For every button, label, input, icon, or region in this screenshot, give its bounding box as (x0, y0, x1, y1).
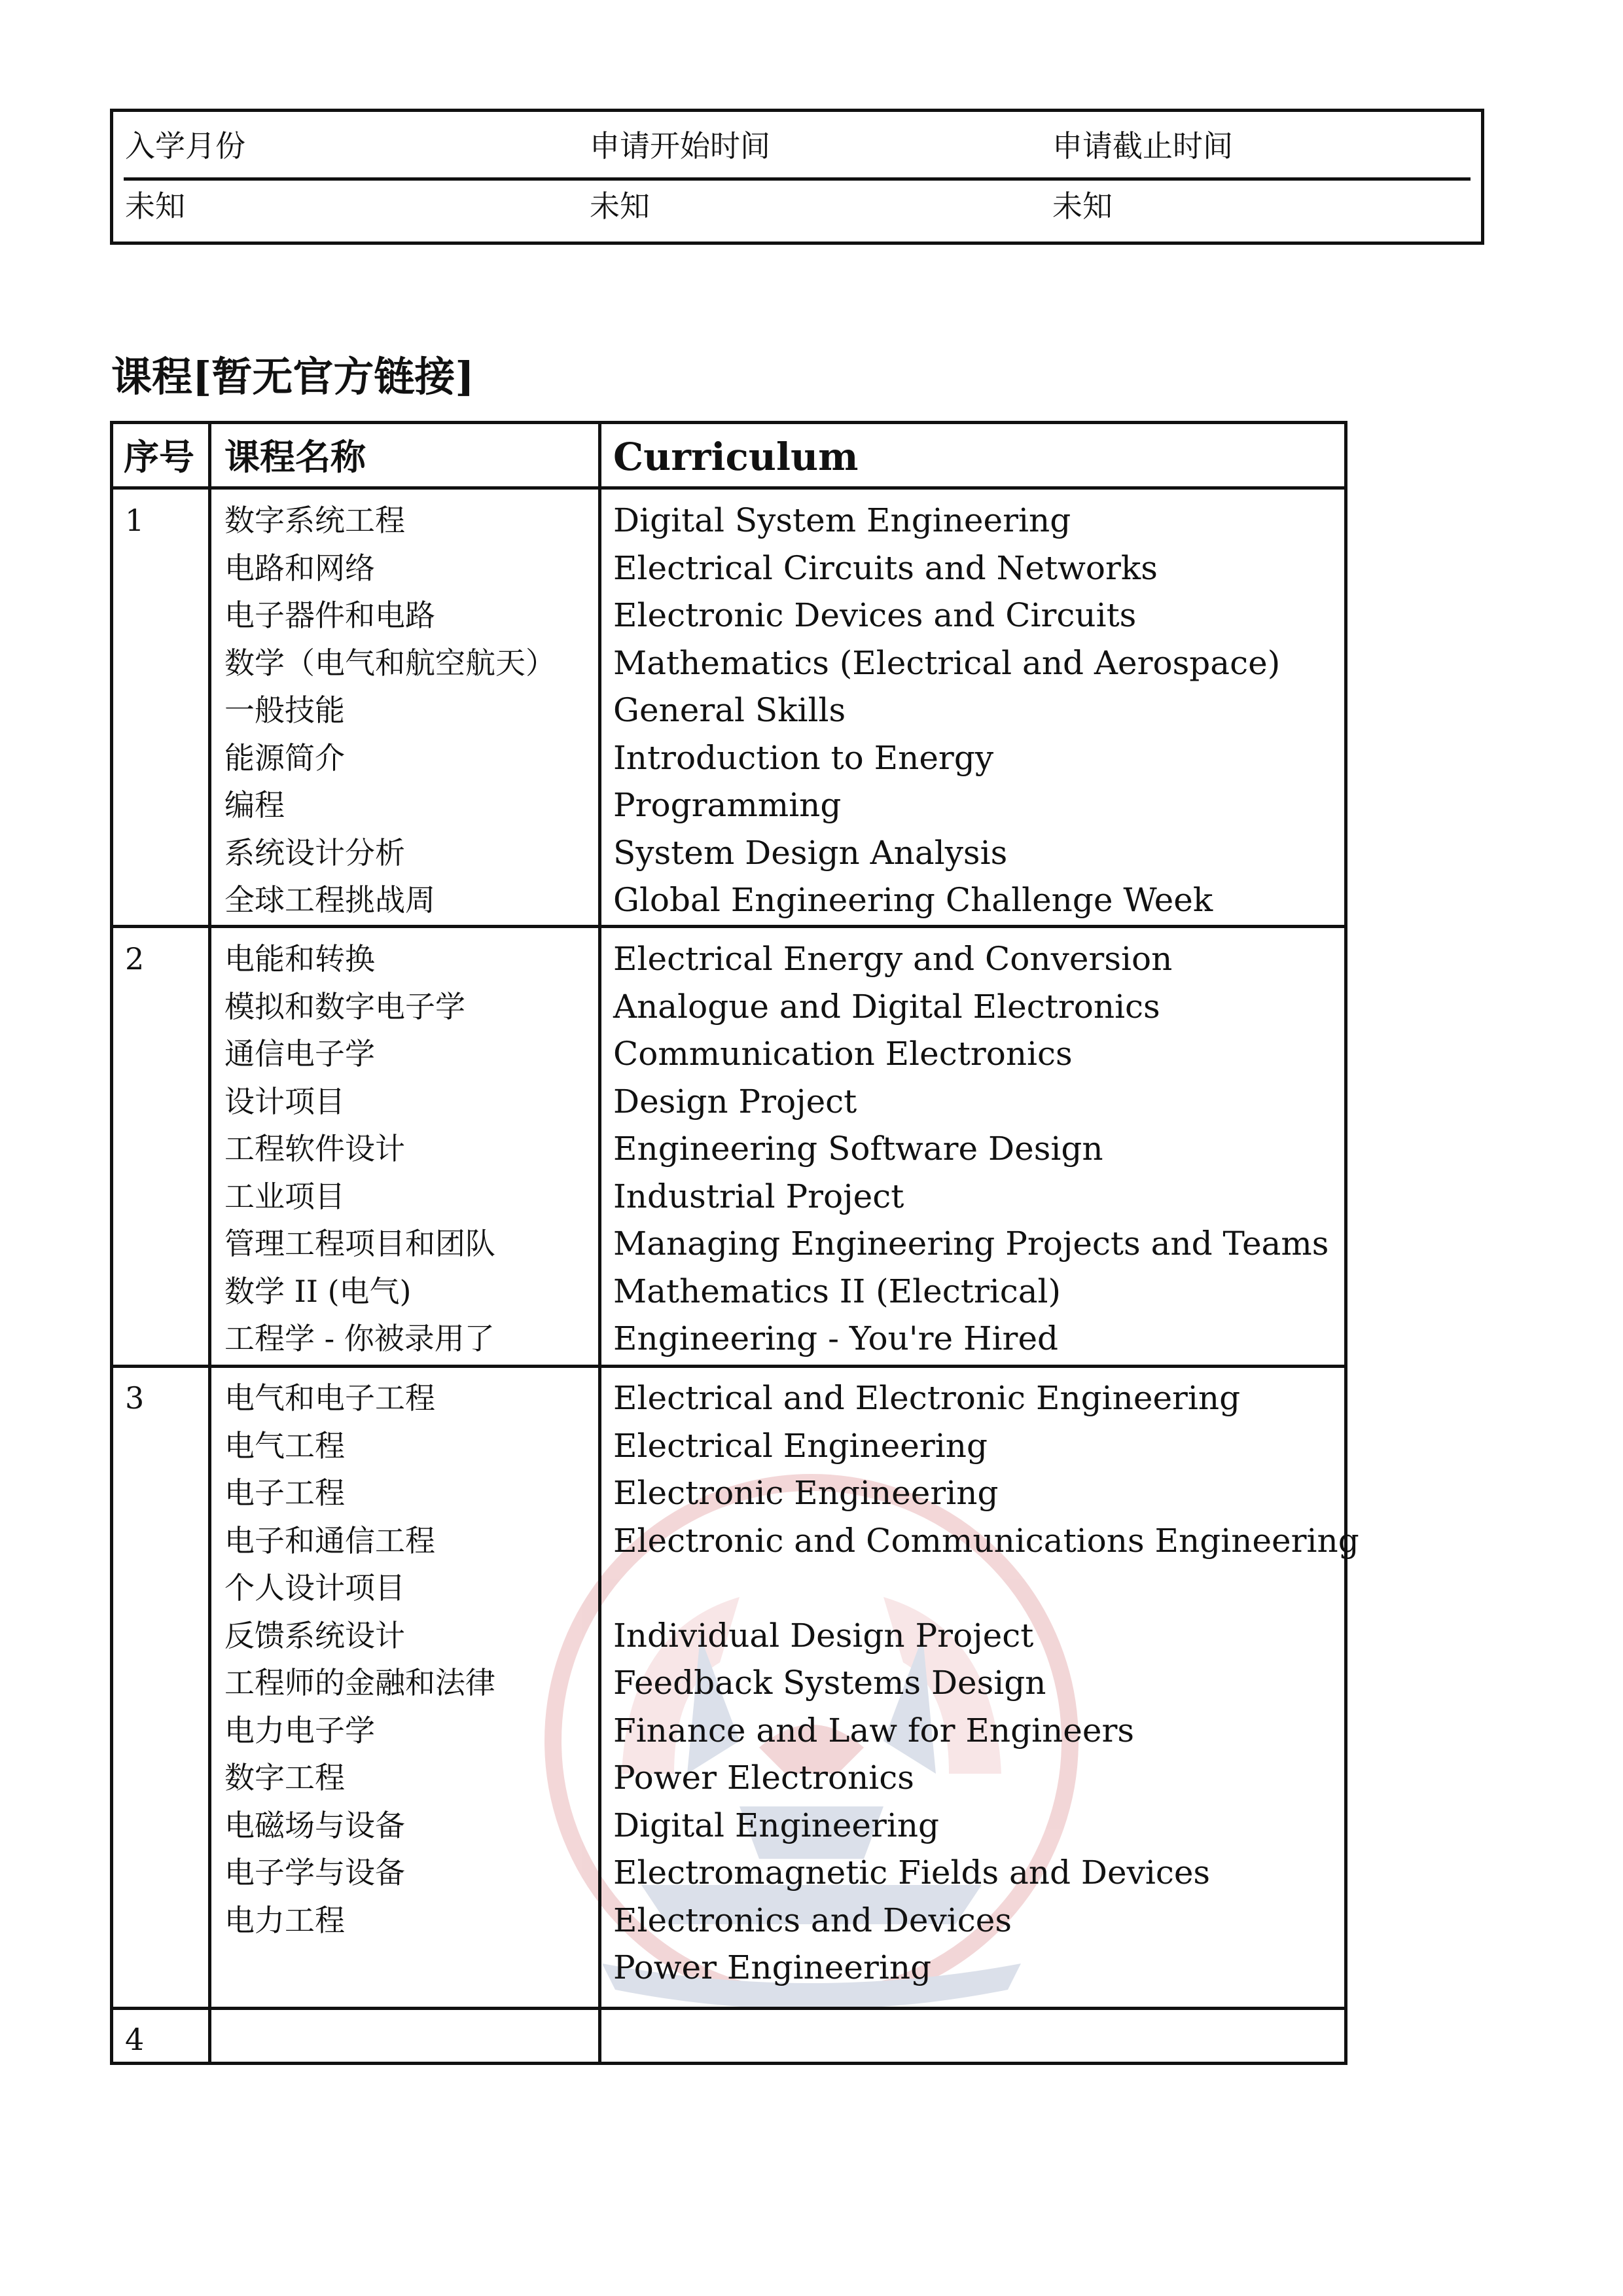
course-name-cn: 数学 II (电气) (224, 1273, 412, 1309)
course-name-cn: 工业项目 (224, 1178, 345, 1214)
course-name-cn: 电子工程 (224, 1475, 345, 1511)
intake-header-month: 入学月份 (125, 128, 245, 164)
header-course-name: 课程名称 (224, 436, 366, 478)
course-name-cn: 一般技能 (224, 692, 345, 728)
course-list-cn (224, 497, 556, 924)
intake-value-deadline: 未知 (1052, 188, 1113, 224)
course-name-en: Electrical Engineering (613, 1426, 988, 1465)
course-name-cn: 电子学与设备 (224, 1855, 405, 1890)
course-name-en: Feedback Systems Design (613, 1664, 1046, 1702)
course-list-cn (224, 935, 495, 1363)
course-name-en: Design Project (613, 1082, 857, 1121)
course-name-en: Electrical Circuits and Networks (613, 548, 1158, 587)
header-curriculum: Curriculum (613, 435, 859, 479)
course-list-en (613, 497, 1280, 924)
course-name-cn: 电路和网络 (224, 550, 375, 586)
course-name-cn: 数字工程 (224, 1760, 345, 1795)
course-name-cn: 反馈系统设计 (224, 1617, 405, 1653)
course-list-cn (224, 1374, 495, 1944)
course-name-en: Global Engineering Challenge Week (613, 881, 1213, 919)
column-divider (598, 424, 601, 2062)
intake-header-start: 申请开始时间 (590, 128, 770, 164)
row-divider (113, 486, 1344, 490)
course-name-en: Digital System Engineering (613, 501, 1071, 539)
course-name-en: Electromagnetic Fields and Devices (613, 1854, 1211, 1892)
course-name-en: Electronics and Devices (613, 1901, 1012, 1939)
courses-section-title: 课程[暂无官方链接] (111, 353, 474, 401)
intake-value-start: 未知 (590, 188, 650, 224)
course-name-cn: 电子和通信工程 (224, 1522, 435, 1558)
course-list-en (613, 935, 1329, 1363)
course-name-cn: 个人设计项目 (224, 1570, 405, 1605)
course-name-cn: 电能和转换 (224, 941, 375, 977)
column-divider (208, 424, 211, 2062)
course-name-en: Power Electronics (613, 1759, 914, 1797)
intake-header-deadline: 申请截止时间 (1052, 128, 1233, 164)
course-name-en: Power Engineering (613, 1948, 932, 1986)
course-name-en: Engineering Software Design (613, 1130, 1103, 1168)
course-name-en: Individual Design Project (613, 1616, 1034, 1655)
course-name-en: Managing Engineering Projects and Teams (613, 1225, 1329, 1263)
course-name-cn: 工程师的金融和法律 (224, 1665, 495, 1700)
course-name-en: Industrial Project (613, 1177, 904, 1215)
course-name-en: Mathematics (Electrical and Aerospace) (613, 643, 1281, 682)
course-name-en: Electronic Engineering (613, 1474, 999, 1512)
course-name-en: Electrical Energy and Conversion (613, 940, 1173, 978)
course-name-cn: 工程学 - 你被录用了 (224, 1321, 495, 1356)
course-name-en: Engineering - You're Hired (613, 1319, 1059, 1357)
course-name-en-blank (613, 1564, 1359, 1612)
row-number: 1 (125, 503, 145, 538)
course-name-en: Introduction to Energy (613, 738, 994, 777)
course-name-en: Electronic and Communications Engineering (613, 1521, 1359, 1560)
course-name-cn: 通信电子学 (224, 1036, 375, 1071)
course-name-en: Mathematics II (Electrical) (613, 1272, 1061, 1310)
course-name-cn: 电子器件和电路 (224, 598, 435, 633)
course-name-en: Digital Engineering (613, 1806, 940, 1844)
header-number: 序号 (124, 436, 194, 478)
course-list-en (613, 1374, 1359, 1992)
course-name-en: System Design Analysis (613, 833, 1008, 872)
intake-divider (124, 177, 1471, 181)
course-name-cn: 管理工程项目和团队 (224, 1226, 495, 1261)
row-number: 4 (125, 2022, 145, 2057)
course-name-en: Programming (613, 786, 842, 824)
course-name-cn: 电力工程 (224, 1902, 345, 1938)
course-name-cn: 数字系统工程 (224, 503, 405, 538)
course-name-cn: 设计项目 (224, 1083, 345, 1119)
course-name-cn: 模拟和数字电子学 (224, 988, 465, 1024)
course-name-cn: 编程 (224, 787, 285, 823)
course-name-cn: 全球工程挑战周 (224, 882, 435, 918)
curriculum-table (110, 421, 1359, 2065)
course-name-en: Analogue and Digital Electronics (613, 987, 1160, 1026)
course-name-cn: 电气工程 (224, 1427, 345, 1463)
intake-table (110, 109, 1484, 245)
row-divider (113, 2007, 1344, 2010)
course-name-en: Electrical and Electronic Engineering (613, 1379, 1241, 1417)
course-name-cn: 能源简介 (224, 740, 345, 776)
row-divider (113, 925, 1344, 928)
course-name-cn: 工程软件设计 (224, 1131, 405, 1166)
course-name-en: General Skills (613, 691, 846, 729)
course-name-cn: 电气和电子工程 (224, 1380, 435, 1416)
course-name-cn: 电力电子学 (224, 1712, 375, 1748)
course-name-en: Finance and Law for Engineers (613, 1711, 1135, 1749)
course-name-en: Communication Electronics (613, 1035, 1073, 1073)
row-number: 3 (125, 1380, 145, 1416)
intake-value-month: 未知 (125, 188, 185, 224)
course-name-cn: 系统设计分析 (224, 834, 405, 870)
row-number: 2 (125, 941, 145, 977)
course-name-cn: 数学（电气和航空航天） (224, 645, 556, 681)
row-divider (113, 1365, 1344, 1368)
course-name-cn: 电磁场与设备 (224, 1807, 405, 1843)
course-name-en: Electronic Devices and Circuits (613, 596, 1137, 634)
